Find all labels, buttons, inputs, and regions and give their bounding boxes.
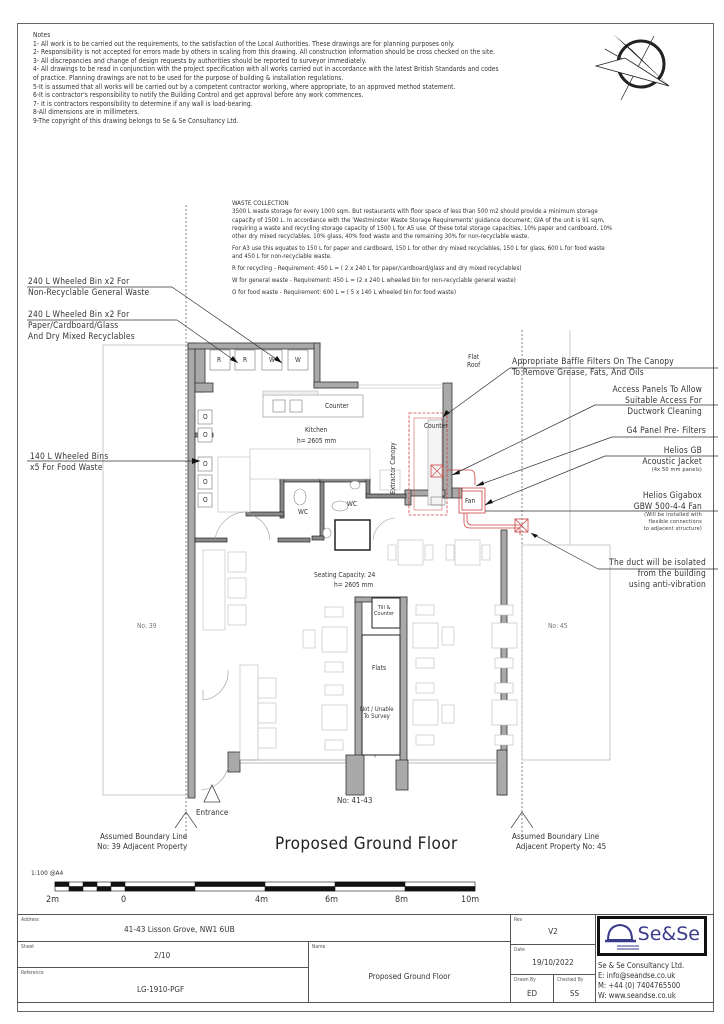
company-mobile: M: +44 (0) 7404765500 (598, 981, 681, 990)
bin-general: W (269, 356, 275, 364)
bin-food: O (203, 478, 208, 486)
tb-caption: Address (21, 917, 39, 923)
north-arrow-icon (596, 34, 669, 100)
scale-tick: 4m (255, 895, 269, 905)
scale-label: 1:100 @A4 (31, 869, 64, 877)
callout-baffle-filters (512, 356, 674, 378)
callout-line: 240 L Wheeled Bin x2 For (28, 309, 130, 319)
callout-food-waste (30, 451, 108, 473)
tb-caption: Reference (21, 970, 44, 976)
adjacent-no45: No: 45 (548, 622, 568, 630)
tb-caption: Sheet (21, 944, 35, 950)
note-item: 4- All drawings to be read in conjunction with the project specification with all works carried out in accordance with the latest British Standards and codes of practice. Planning drawings are not to be used for the purpose of building & installation regulations. (33, 65, 499, 82)
boundary-right (512, 832, 606, 852)
tb-caption: Rev (514, 917, 523, 923)
company-details (598, 961, 684, 1001)
waste-paragraph: For A3 use this equates to 150 L for paper and cardboard, 150 L for other dry mixed recyclables, 150 L for glass, 600 L for food waste and 450 L for non-recyclable waste. (232, 244, 605, 261)
date-value: 19/10/2022 (532, 958, 574, 967)
callout-line: Helios GB (663, 445, 702, 455)
callout-access-panels (613, 384, 702, 417)
flats-label: Flats (372, 664, 387, 672)
tb-date (510, 944, 596, 975)
scale-tick: 10m (461, 895, 480, 905)
entrance-label: Entrance (196, 808, 229, 817)
tb-reference (17, 967, 309, 1003)
callout-line: Paper/Cardboard/Glass (28, 320, 119, 330)
tb-name (308, 941, 511, 1003)
callout-line: from the building (637, 568, 706, 578)
callout-line: Appropriate Baffle Filters On The Canopy (512, 356, 674, 366)
callout-line: (Will be installed with (644, 512, 702, 518)
notes-title: Notes (33, 31, 51, 39)
tb-drawn-by (510, 974, 554, 1003)
waste-paragraph: R for recycling - Requirement: 450 L = ( 2 x 240 L for paper/cardboard/glass and dry mixed recyclables) (232, 265, 522, 273)
callout-line: Suitable Access For (625, 395, 702, 405)
callout-line: x5 For Food Waste (30, 462, 103, 472)
kitchen-height: h= 2605 mm (297, 437, 337, 445)
property-no4143: No: 41-43 (337, 796, 373, 805)
scale-tick: 2m (46, 895, 60, 905)
address-value: 41-43 Lisson Grove, NW1 6UB (124, 924, 235, 934)
seating-height: h= 2605 mm (334, 581, 374, 589)
callout-line: Access Panels To Allow (612, 384, 702, 394)
boundary-line: Assumed Boundary Line (100, 832, 188, 841)
scale-tick: 6m (325, 895, 339, 905)
till-line: Till & (377, 605, 391, 611)
adjacent-no39: No: 39 (137, 622, 157, 630)
note-item: 8-All dimensions are in millimeters. (33, 108, 140, 117)
flat-roof-line: Flat (468, 353, 480, 361)
tb-address (17, 914, 511, 942)
name-value: Proposed Ground Floor (368, 972, 451, 981)
not-survey-label (360, 706, 394, 720)
bin-food: O (203, 413, 208, 421)
sheet-value: 2/10 (154, 951, 171, 960)
bin-recycling: R (217, 356, 222, 364)
company-name: Se & Se Consultancy Ltd. (598, 961, 685, 970)
note-item: 2- Responsibility is not accepted for errors made by others in scaling from this drawing. All construction information should be cross checked on the site. (33, 48, 495, 57)
callout-line: The duct will be isolated (609, 557, 706, 567)
callout-line: flexible connections (648, 519, 702, 525)
waste-paragraph: 3500 L waste storage for every 1000 sqm. But restaurants with floor space of less than 500 m2 should provide a minimum storage capacity of 1500 L. In accordance with the 'Westminster Waste Storage Requirements' guidance document; GIA of the unit is 91 sqm, requiring a waste and recycling storage capacity of 1500 L for A5 use. Of these total storage capacities, 10% paper and cardboard, 10% other dry mixed recyclables, 10% glass, 40% food waste and the remaining 30% for non-recyclable waste. (232, 208, 613, 241)
company-email: E: info@seandse.co.uk (598, 971, 676, 980)
bin-food: O (203, 460, 208, 468)
company-logo (597, 916, 707, 956)
callout-line: Ductwork Cleaning (627, 406, 702, 416)
note-item: 1- All work is to be carried out the requirements, to the satisfaction of the Local Authorities. These drawings are for planning purposes only. (33, 39, 455, 48)
drawn-value: ED (526, 989, 538, 998)
callout-line: to adjacent structure) (643, 526, 702, 532)
waste-paragraph: W for general waste - Requirement: 450 L = (2 x 240 L wheeled bin for non-recyclable general waste) (232, 276, 516, 284)
tb-caption: Drawn By (514, 977, 536, 983)
bin-recycling: R (243, 356, 248, 364)
note-item: 7- It is contractors responsibility to determine if any wall is load-bearing. (33, 99, 253, 108)
waste-title: WASTE COLLECTION (232, 200, 289, 207)
bin-food: O (203, 431, 208, 439)
waste-paragraph: O for food waste - Requirement: 600 L = ( 5 x 140 L wheeled bin for food waste) (232, 288, 457, 296)
till-counter-label (374, 605, 394, 617)
wc-label: WC (347, 500, 358, 508)
tb-caption: Checked By (557, 977, 584, 983)
callout-line: GBW 500-4-4 Fan (633, 501, 702, 511)
bin-food: O (203, 496, 208, 504)
scale-tick: 8m (395, 895, 409, 905)
tb-rev (510, 914, 596, 945)
wc-label: WC (298, 508, 309, 516)
boundary-line: Adjacent Property No: 45 (516, 842, 607, 851)
tb-checked-by (553, 974, 596, 1003)
seating-capacity: Seating Capacity: 24 (314, 571, 376, 579)
reference-value: LG-1910-PGF (137, 985, 185, 994)
fan-label: Fan (465, 497, 476, 505)
callout-gigabox-fan (634, 490, 702, 533)
callout-line: Helios Gigabox (642, 490, 702, 500)
callout-duct-isolated (609, 557, 706, 590)
callout-line: (4x 50 mm panels) (651, 467, 702, 473)
note-item: 3- All discrepancies and change of design requests by authorities should be reported to surveyor immediately. (33, 56, 367, 65)
flat-roof-label (467, 353, 480, 369)
callout-recyclables (28, 309, 135, 342)
kitchen-label: Kitchen (305, 426, 328, 434)
callout-line: 140 L Wheeled Bins (30, 451, 109, 461)
not-survey-line: To Survey (363, 713, 390, 720)
tb-caption: Date (514, 947, 525, 953)
logo-text: Se&Se (637, 923, 700, 945)
note-item: 6-It is contractor's responsibility to notify the Building Control and get approval before any work commences. (33, 91, 364, 100)
callout-line: And Dry Mixed Recyclables (28, 331, 135, 341)
note-item: 5-It is assumed that all works will be carried out by a competent contractor working, where appropriate, to an approved method statement. (33, 82, 456, 91)
checked-value: SS (569, 989, 580, 998)
callout-line: To Remove Grease, Fats, And Oils (512, 367, 644, 377)
counter-label: Counter (325, 402, 349, 410)
boundary-line: No: 39 Adjacent Property (97, 842, 188, 851)
hard-hat-icon (602, 920, 642, 954)
callout-line: Acoustic Jacket (642, 456, 702, 466)
flat-roof-line: Roof (467, 361, 481, 369)
callout-g4-filters: G4 Panel Pre- Filters (626, 425, 706, 435)
boundary-left (84, 832, 187, 852)
callout-line: using anti-vibration (628, 579, 706, 589)
tb-sheet (17, 941, 309, 968)
callout-general-waste (28, 276, 149, 298)
side-counter-label: Counter (424, 422, 448, 430)
callout-line: 240 L Wheeled Bin x2 For (28, 276, 130, 286)
scale-tick: 0 (121, 895, 127, 905)
not-survey-line: Not / Unable (360, 706, 394, 713)
note-item: 9-The copyright of this drawing belongs to Se & Se Consultancy Ltd. (33, 116, 239, 125)
extractor-canopy-label: Extractor Canopy (389, 442, 397, 494)
rev-value: V2 (548, 927, 558, 936)
drawing-title: Proposed Ground Floor (275, 834, 458, 854)
bin-general: W (295, 356, 301, 364)
callout-acoustic-jacket (642, 445, 702, 474)
boundary-line: Assumed Boundary Line (512, 832, 600, 841)
company-web: W: www.seandse.co.uk (598, 991, 676, 1000)
till-line: Counter (374, 611, 395, 617)
tb-caption: Name (312, 944, 326, 950)
waste-collection-block (232, 200, 617, 300)
callout-line: Non-Recyclable General Waste (28, 287, 150, 297)
